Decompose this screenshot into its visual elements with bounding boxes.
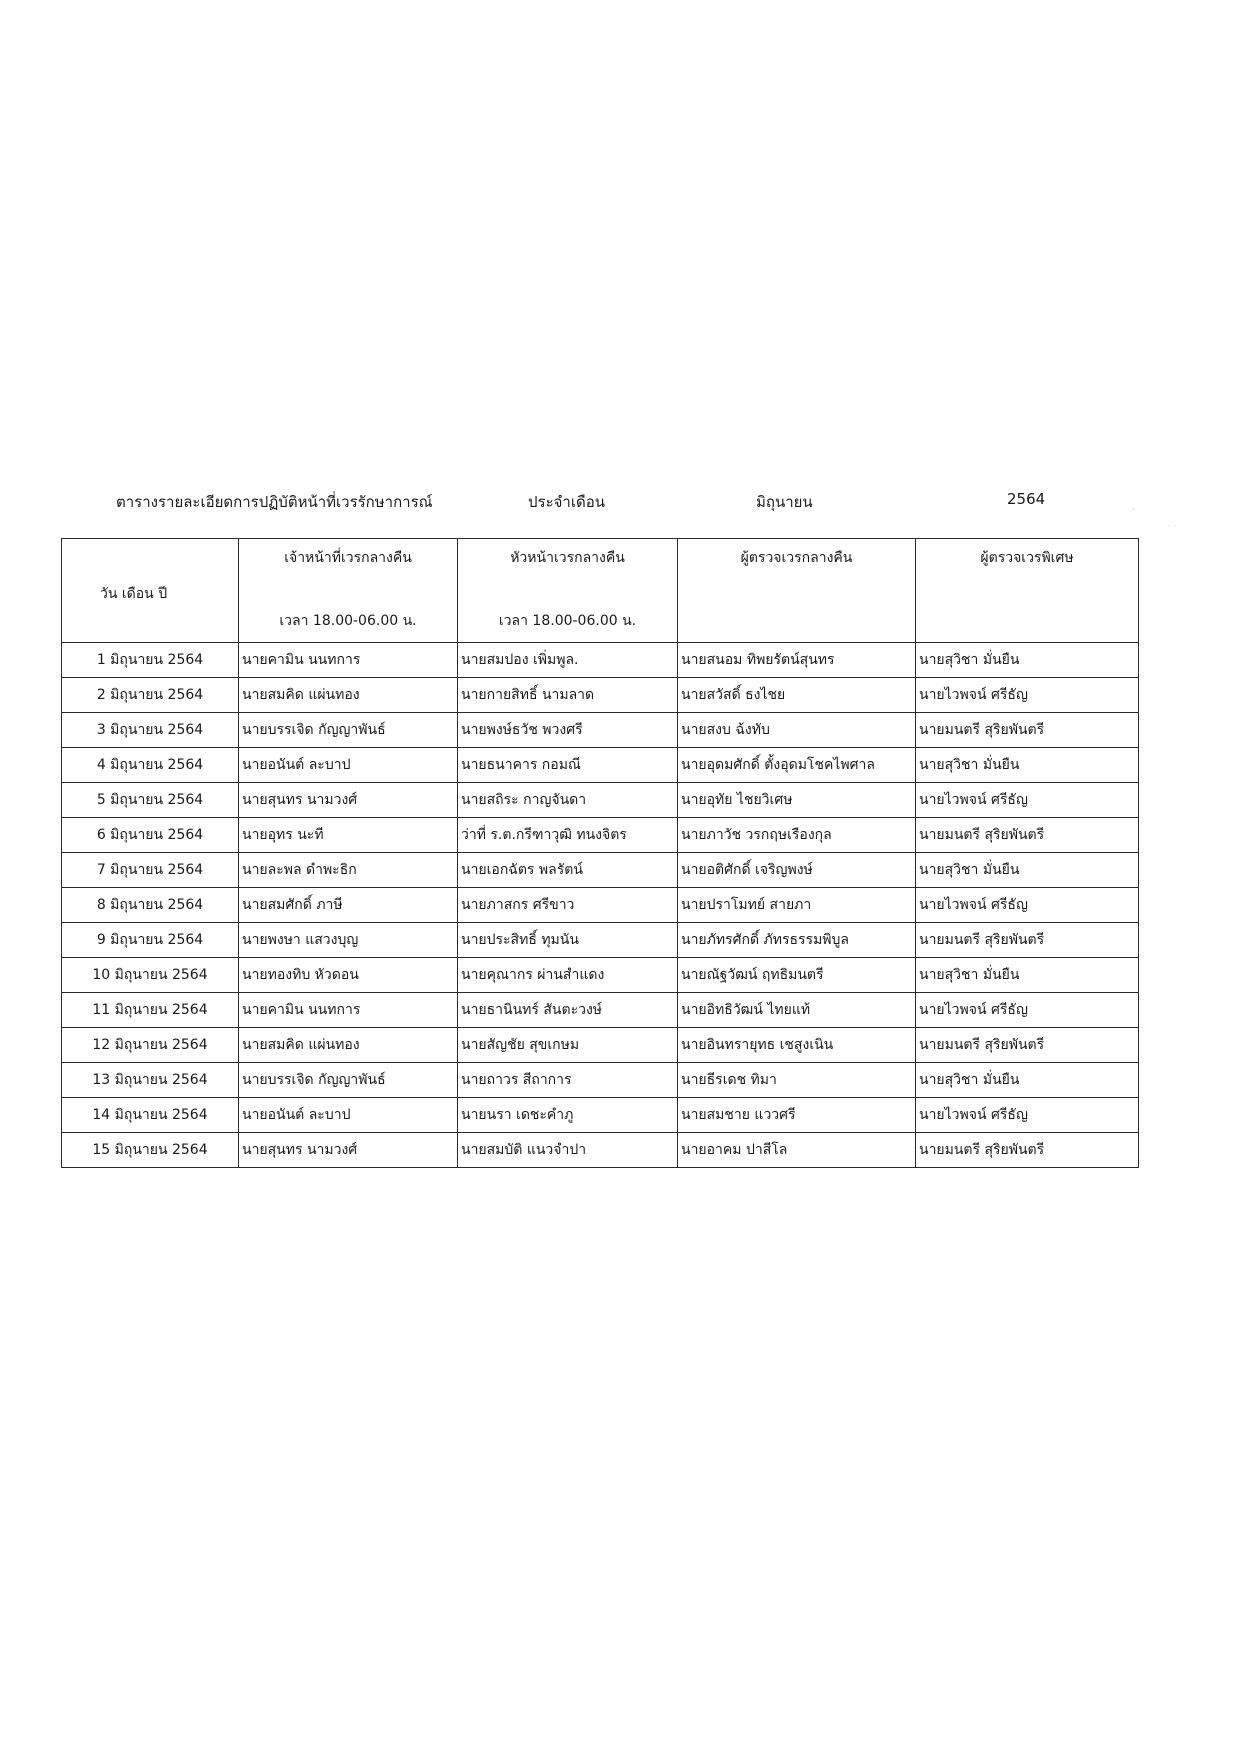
officer-cell: นายสมคิด แผ่นทอง [239, 678, 458, 713]
date-cell: 4 มิถุนายน 2564 [62, 748, 239, 783]
date-cell: 5 มิถุนายน 2564 [62, 783, 239, 818]
header-chief-time: เวลา 18.00-06.00 น. [498, 613, 637, 629]
officer-cell: นายสมศักดิ์ ภาษี [239, 888, 458, 923]
table-row [62, 748, 1139, 783]
table-row [62, 1063, 1139, 1098]
table-row [62, 923, 1139, 958]
inspector-cell: นายสนอม ทิพยรัตน์สุนทร [678, 643, 916, 678]
officer-cell: นายบรรเจิด กัญญาพันธ์ [239, 1063, 458, 1098]
date-cell: 13 มิถุนายน 2564 [62, 1063, 239, 1098]
date-cell: 15 มิถุนายน 2564 [62, 1133, 239, 1168]
special-cell: นายไวพจน์ ศรีธัญ [916, 1098, 1139, 1133]
date-cell: 11 มิถุนายน 2564 [62, 993, 239, 1028]
date-cell: 6 มิถุนายน 2564 [62, 818, 239, 853]
chief-cell: นายถาวร สีถาการ [458, 1063, 678, 1098]
header-officer-label: เจ้าหน้าที่เวรกลางคืน [284, 550, 412, 566]
table-row [62, 643, 1139, 678]
inspector-cell: นายณัฐวัฒน์ ฤทธิมนตรี [678, 958, 916, 993]
inspector-cell: นายอินทรายุทธ เชสูงเนิน [678, 1028, 916, 1063]
table-row [62, 818, 1139, 853]
table-row [62, 1098, 1139, 1133]
chief-cell: นายสมปอง เพิ่มพูล. [458, 643, 678, 678]
date-cell: 9 มิถุนายน 2564 [62, 923, 239, 958]
chief-cell: นายธานินทร์ สันตะวงษ์ [458, 993, 678, 1028]
inspector-cell: นายอุทัย ไชยวิเศษ [678, 783, 916, 818]
officer-cell: นายละพล ดำพะธิก [239, 853, 458, 888]
inspector-cell: นายธีรเดช ทิมา [678, 1063, 916, 1098]
inspector-cell: นายภัทรศักดิ์ ภัทรธรรมพิบูล [678, 923, 916, 958]
month-value: มิถุนายน [756, 493, 813, 511]
header-inspector-label: ผู้ตรวจเวรกลางคืน [740, 550, 853, 566]
officer-cell: นายอนันต์ ละบาป [239, 1098, 458, 1133]
officer-cell: นายคามิน นนทการ [239, 993, 458, 1028]
inspector-cell: นายสงบ ฉ้งทับ [678, 713, 916, 748]
inspector-cell: นายอิทธิวัฒน์ ไทยแท้ [678, 993, 916, 1028]
officer-cell: นายอุทร นะที [239, 818, 458, 853]
header-special-label: ผู้ตรวจเวรพิเศษ [980, 550, 1074, 566]
chief-cell: นายนรา เดชะคำภู [458, 1098, 678, 1133]
table-header [62, 539, 1139, 643]
special-cell: นายมนตรี สุริยพันตรี [916, 1028, 1139, 1063]
officer-cell: นายสุนทร นามวงศ์ [239, 783, 458, 818]
date-cell: 1 มิถุนายน 2564 [62, 643, 239, 678]
officer-cell: นายพงษา แสวงบุญ [239, 923, 458, 958]
table-row [62, 1028, 1139, 1063]
date-cell: 3 มิถุนายน 2564 [62, 713, 239, 748]
table-body [62, 643, 1139, 1168]
date-cell: 10 มิถุนายน 2564 [62, 958, 239, 993]
inspector-cell: นายภาวัช วรกฤษเรืองกุล [678, 818, 916, 853]
date-cell: 8 มิถุนายน 2564 [62, 888, 239, 923]
inspector-cell: นายอาคม ปาสีโล [678, 1133, 916, 1168]
duty-roster-table [61, 538, 1139, 1168]
inspector-cell: นายสวัสดิ์ ธงไชย [678, 678, 916, 713]
special-cell: นายสุวิชา มั่นยืน [916, 643, 1139, 678]
date-cell: 12 มิถุนายน 2564 [62, 1028, 239, 1063]
chief-cell: นายกายสิทธิ์ นามลาด [458, 678, 678, 713]
inspector-cell: นายสมชาย แววศรี [678, 1098, 916, 1133]
officer-cell: นายคามิน นนทการ [239, 643, 458, 678]
header-date [62, 539, 239, 643]
scan-speck: · [1132, 505, 1135, 515]
chief-cell: นายพงษ์ธวัช พวงศรี [458, 713, 678, 748]
chief-cell: ว่าที่ ร.ต.กรีฑาวุฒิ ทนงจิตร [458, 818, 678, 853]
date-cell: 2 มิถุนายน 2564 [62, 678, 239, 713]
inspector-cell: นายอติศักดิ์ เจริญพงษ์ [678, 853, 916, 888]
special-cell: นายไวพจน์ ศรีธัญ [916, 888, 1139, 923]
table-row [62, 993, 1139, 1028]
table-row [62, 713, 1139, 748]
special-cell: นายมนตรี สุริยพันตรี [916, 1133, 1139, 1168]
special-cell: นายสุวิชา มั่นยืน [916, 958, 1139, 993]
header-row [62, 539, 1139, 643]
table-row [62, 783, 1139, 818]
header-chief-label: หัวหน้าเวรกลางคืน [510, 550, 625, 566]
header-chief [458, 539, 678, 643]
table-row [62, 888, 1139, 923]
header-special [916, 539, 1139, 643]
scan-speck: · · [1168, 522, 1177, 532]
special-cell: นายมนตรี สุริยพันตรี [916, 818, 1139, 853]
special-cell: นายไวพจน์ ศรีธัญ [916, 783, 1139, 818]
officer-cell: นายบรรเจิด กัญญาพันธ์ [239, 713, 458, 748]
officer-cell: นายสุนทร นามวงศ์ [239, 1133, 458, 1168]
special-cell: นายสุวิชา มั่นยืน [916, 853, 1139, 888]
chief-cell: นายสัญชัย สุขเกษม [458, 1028, 678, 1063]
chief-cell: นายประสิทธิ์ ทุมนัน [458, 923, 678, 958]
chief-cell: นายธนาคาร กอมณี [458, 748, 678, 783]
special-cell: นายไวพจน์ ศรีธัญ [916, 678, 1139, 713]
officer-cell: นายอนันต์ ละบาป [239, 748, 458, 783]
chief-cell: นายสมบัติ แนวจำปา [458, 1133, 678, 1168]
date-cell: 7 มิถุนายน 2564 [62, 853, 239, 888]
header-officer-time: เวลา 18.00-06.00 น. [279, 613, 417, 629]
inspector-cell: นายปราโมทย์ สายภา [678, 888, 916, 923]
chief-cell: นายคุณากร ผ่านสำแดง [458, 958, 678, 993]
special-cell: นายสุวิชา มั่นยืน [916, 748, 1139, 783]
officer-cell: นายทองทิบ หัวดอน [239, 958, 458, 993]
table-row [62, 678, 1139, 713]
special-cell: นายมนตรี สุริยพันตรี [916, 713, 1139, 748]
month-label: ประจำเดือน [528, 493, 605, 511]
header-inspector [678, 539, 916, 643]
special-cell: นายมนตรี สุริยพันตรี [916, 923, 1139, 958]
chief-cell: นายเอกฉัตร พลรัตน์ [458, 853, 678, 888]
header-officer [239, 539, 458, 643]
special-cell: นายไวพจน์ ศรีธัญ [916, 993, 1139, 1028]
chief-cell: นายสถิระ กาญจันดา [458, 783, 678, 818]
special-cell: นายสุวิชา มั่นยืน [916, 1063, 1139, 1098]
table-row [62, 853, 1139, 888]
header-date-label: วัน เดือน ปี [100, 586, 168, 602]
table-row [62, 958, 1139, 993]
chief-cell: นายภาสกร ศรีขาว [458, 888, 678, 923]
document-title: ตารางรายละเอียดการปฏิบัติหน้าที่เวรรักษาการณ์ [116, 493, 433, 511]
inspector-cell: นายอุดมศักดิ์ ตั้งอุดมโชคไพศาล [678, 748, 916, 783]
year-value: 2564 [1007, 490, 1046, 508]
table-row [62, 1133, 1139, 1168]
document-title-line [0, 490, 1240, 520]
date-cell: 14 มิถุนายน 2564 [62, 1098, 239, 1133]
officer-cell: นายสมคิด แผ่นทอง [239, 1028, 458, 1063]
